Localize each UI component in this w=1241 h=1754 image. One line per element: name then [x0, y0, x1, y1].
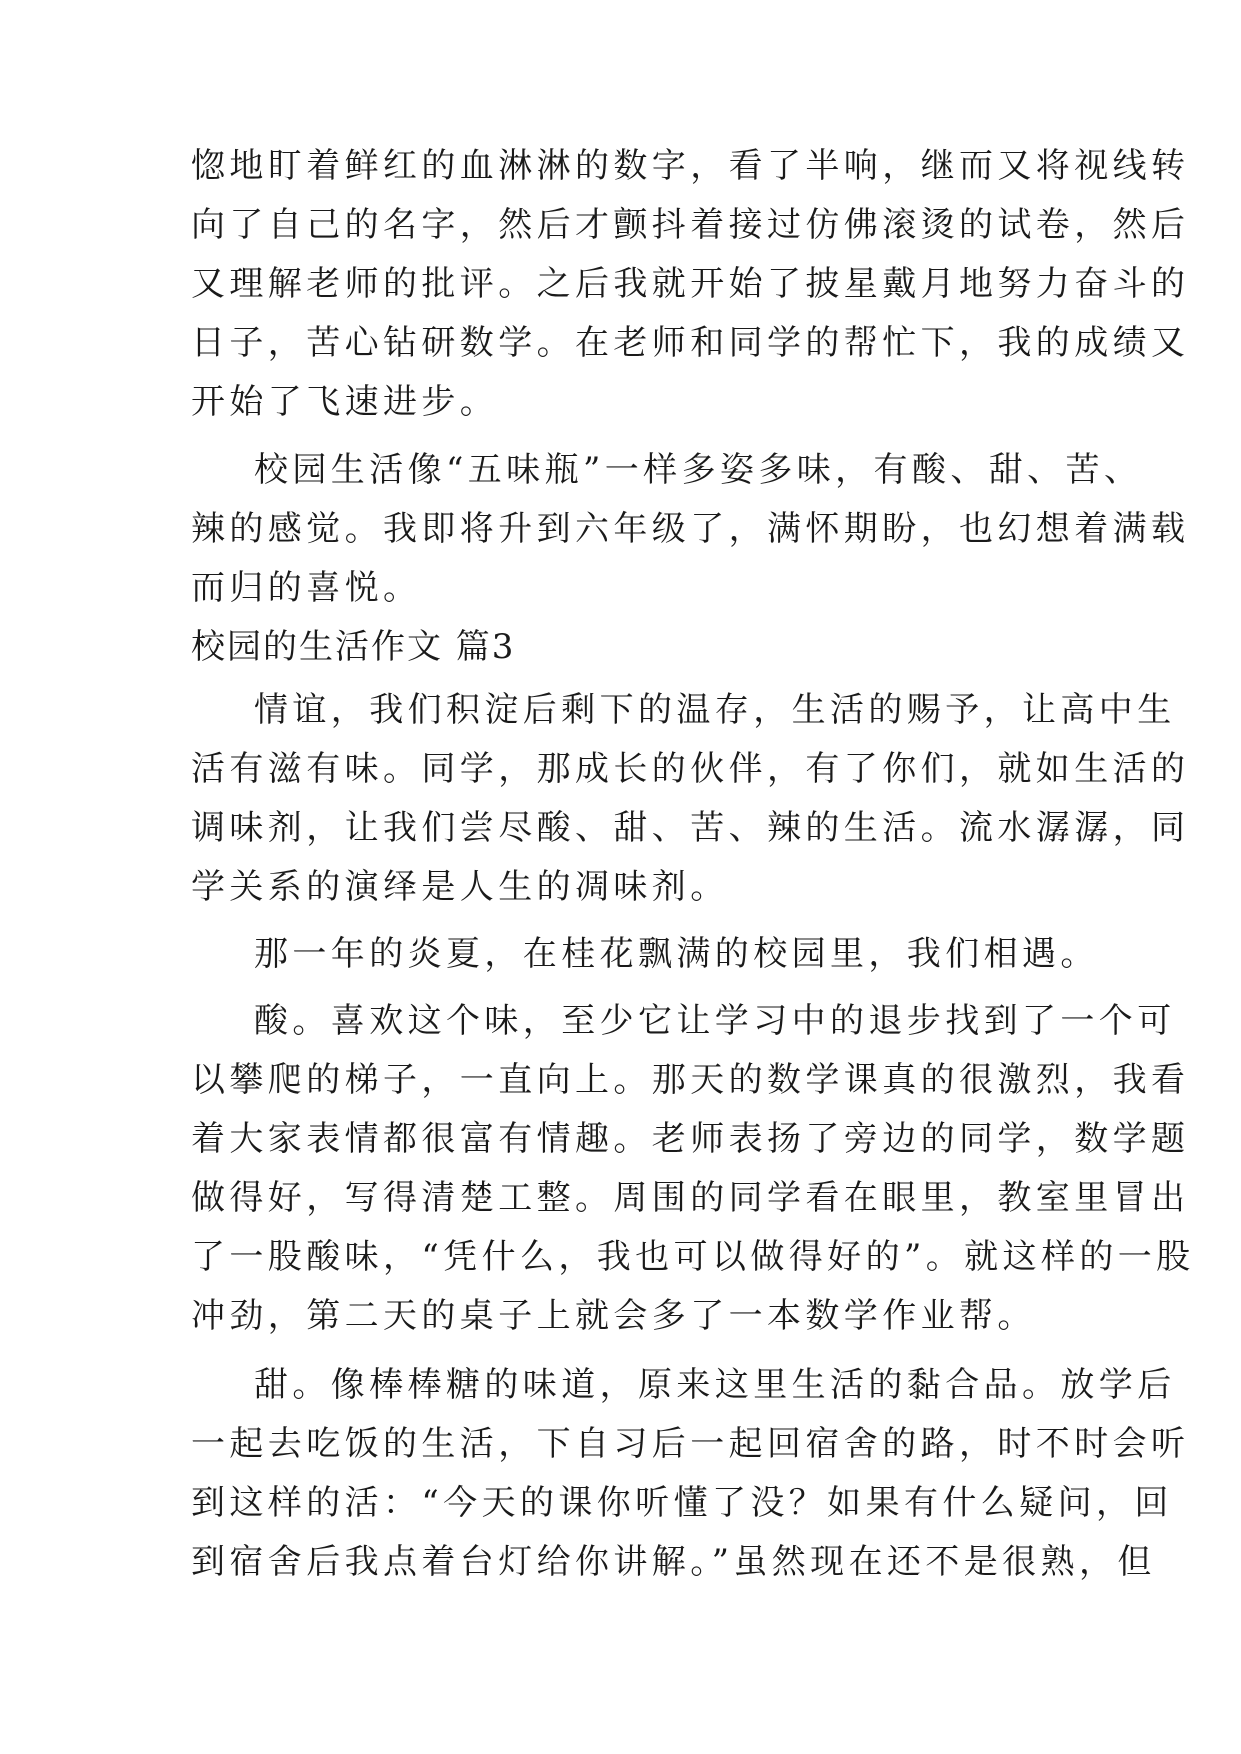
- text-line: 校园生活像“五味瓶”一样多姿多味，有酸、甜、苦、: [254, 450, 1143, 490]
- text-line: 开始了飞速进步。: [191, 382, 499, 422]
- text-line: 又理解老师的批评。之后我就开始了披星戴月地努力奋斗的: [191, 264, 1190, 304]
- text-line: 着大家表情都很富有情趣。老师表扬了旁边的同学，数学题: [191, 1119, 1190, 1159]
- text-line: 向了自己的名字，然后才颤抖着接过仿佛滚烫的试卷，然后: [191, 205, 1190, 245]
- text-line: 到这样的活：“今天的课你听懂了没？如果有什么疑问，回: [191, 1483, 1173, 1523]
- text-line: 甜。像棒棒糖的味道，原来这里生活的黏合品。放学后: [254, 1365, 1176, 1405]
- text-line: 情谊，我们积淀后剩下的温存，生活的赐予，让高中生: [254, 690, 1176, 730]
- text-line: 到宿舍后我点着台灯给你讲解。”虽然现在还不是很熟，但: [191, 1542, 1156, 1582]
- text-line: 冲劲，第二天的桌子上就会多了一本数学作业帮。: [191, 1296, 1036, 1336]
- text-line: 调味剂，让我们尝尽酸、甜、苦、辣的生活。流水潺潺，同: [191, 808, 1190, 848]
- text-line: 以攀爬的梯子，一直向上。那天的数学课真的很激烈，我看: [191, 1060, 1190, 1100]
- text-line: 惚地盯着鲜红的血淋淋的数字，看了半响，继而又将视线转: [191, 146, 1190, 186]
- text-line: 而归的喜悦。: [191, 568, 422, 608]
- text-line: 日子，苦心钻研数学。在老师和同学的帮忙下，我的成绩又: [191, 323, 1190, 363]
- text-line: 酸。喜欢这个味，至少它让学习中的退步找到了一个可: [254, 1001, 1176, 1041]
- text-line: 辣的感觉。我即将升到六年级了，满怀期盼，也幻想着满载: [191, 509, 1190, 549]
- section-heading: 校园的生活作文 篇3: [191, 627, 516, 667]
- text-line: 了一股酸味，“凭什么，我也可以做得好的”。就这样的一股: [191, 1237, 1195, 1277]
- text-line: 学关系的演绎是人生的凋味剂。: [191, 867, 729, 907]
- text-line: 那一年的炎夏，在桂花飘满的校园里，我们相遇。: [254, 934, 1099, 974]
- text-line: 一起去吃饭的生活，下自习后一起回宿舍的路，时不时会听: [191, 1424, 1190, 1464]
- text-line: 活有滋有味。同学，那成长的伙伴，有了你们，就如生活的: [191, 749, 1190, 789]
- text-line: 做得好，写得清楚工整。周围的同学看在眼里，教室里冒出: [191, 1178, 1190, 1218]
